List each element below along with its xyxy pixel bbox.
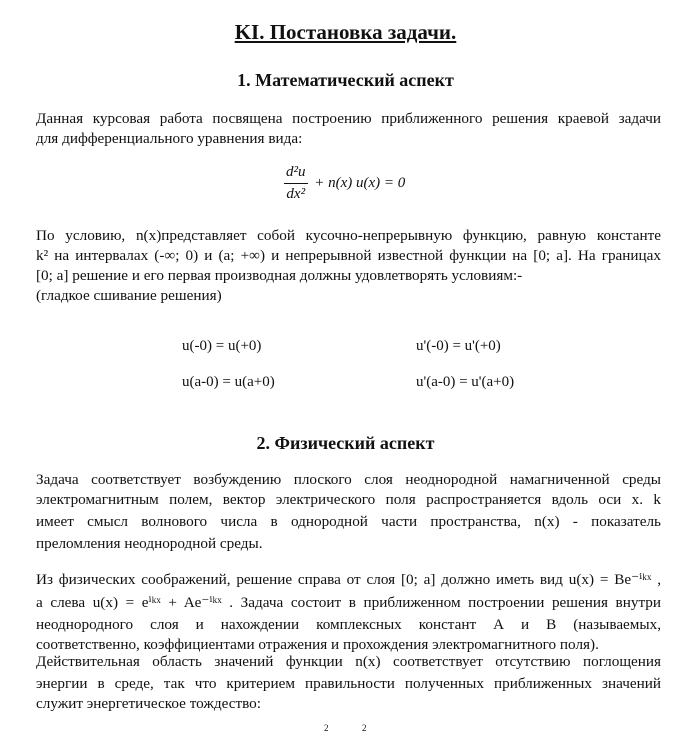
cutoff-superscript: 2: [324, 723, 329, 733]
fraction-numerator: d²u: [284, 164, 308, 184]
boundary-condition: u(-0) = u(+0): [182, 338, 262, 354]
section-1-heading: 1. Математический аспект: [237, 70, 454, 90]
equation-rest: + n(x) u(x) = 0: [314, 174, 406, 191]
section-2-paragraph-1: [36, 470, 661, 554]
paragraph-line: соответственно, коэффициентами отражения и прохождения электромагнитного поля).: [36, 636, 599, 653]
fraction-denominator: dx²: [286, 186, 306, 202]
paragraph-line: Из физических соображений, решение справа от слоя [0; a] должно иметь вид u(x) = Be⁻ⁱᵏˣ ,: [36, 571, 661, 588]
section-2-paragraph-2: [36, 570, 661, 655]
intro-line: для дифференциального уравнения вида:: [36, 130, 303, 147]
second-derivative-fraction: [284, 164, 308, 203]
condition-line: (гладкое сшивание решения): [36, 287, 222, 304]
paragraph-line: неоднородного слоя и нахождении комплексных констант А и В (называемых,: [36, 616, 661, 633]
paragraph-line: служит энергетическое тождество:: [36, 695, 261, 712]
paragraph-line: преломления неоднородной среды.: [36, 535, 263, 552]
paragraph-line: имеет смысл волнового числа в однородной части пространства, n(x) - показатель: [36, 513, 661, 530]
cutoff-superscript: 2: [362, 723, 367, 733]
section-1-conditions: [36, 226, 661, 306]
section-2-paragraph-3: [36, 652, 661, 714]
paragraph-line: энергии в среде, так что критерием правильности полученных приближенных значений: [36, 675, 661, 692]
section-2-heading: 2. Физический аспект: [256, 433, 435, 453]
paragraph-line: электромагнитным полем, вектор электрического поля распространяется вдоль оси x. k: [36, 491, 661, 508]
paragraph-line: Действительная область значений функции n(x) соответствует отсутствию поглощения: [36, 653, 661, 670]
section-1-intro: [36, 109, 661, 149]
document-title: KI. Постановка задачи.: [234, 20, 457, 44]
boundary-condition: u'(a-0) = u'(a+0): [416, 374, 515, 390]
paragraph-line: а слева u(x) = eⁱᵏˣ + Ae⁻ⁱᵏˣ . Задача состоит в приближенном построении решения внутри: [36, 594, 661, 611]
condition-line: [0; a] решение и его первая производная должны удовлетворять условиям:-: [36, 267, 523, 284]
boundary-condition: u'(-0) = u'(+0): [416, 338, 501, 354]
paragraph-line: Задача соответствует возбуждению плоского слоя неоднородной намагниченной среды: [36, 471, 661, 488]
condition-line: По условию, n(x)представляет собой кусочно-непрерывную функцию, равную константе: [36, 227, 661, 244]
boundary-condition: u(a-0) = u(a+0): [182, 374, 275, 390]
intro-line: Данная курсовая работа посвящена построению приближенного решения краевой задачи: [36, 110, 661, 127]
condition-line: k² на интервалах (-∞; 0) и (a; +∞) и непрерывной известной функции на [0; a]. На границах: [36, 247, 661, 264]
differential-equation: [284, 164, 405, 203]
